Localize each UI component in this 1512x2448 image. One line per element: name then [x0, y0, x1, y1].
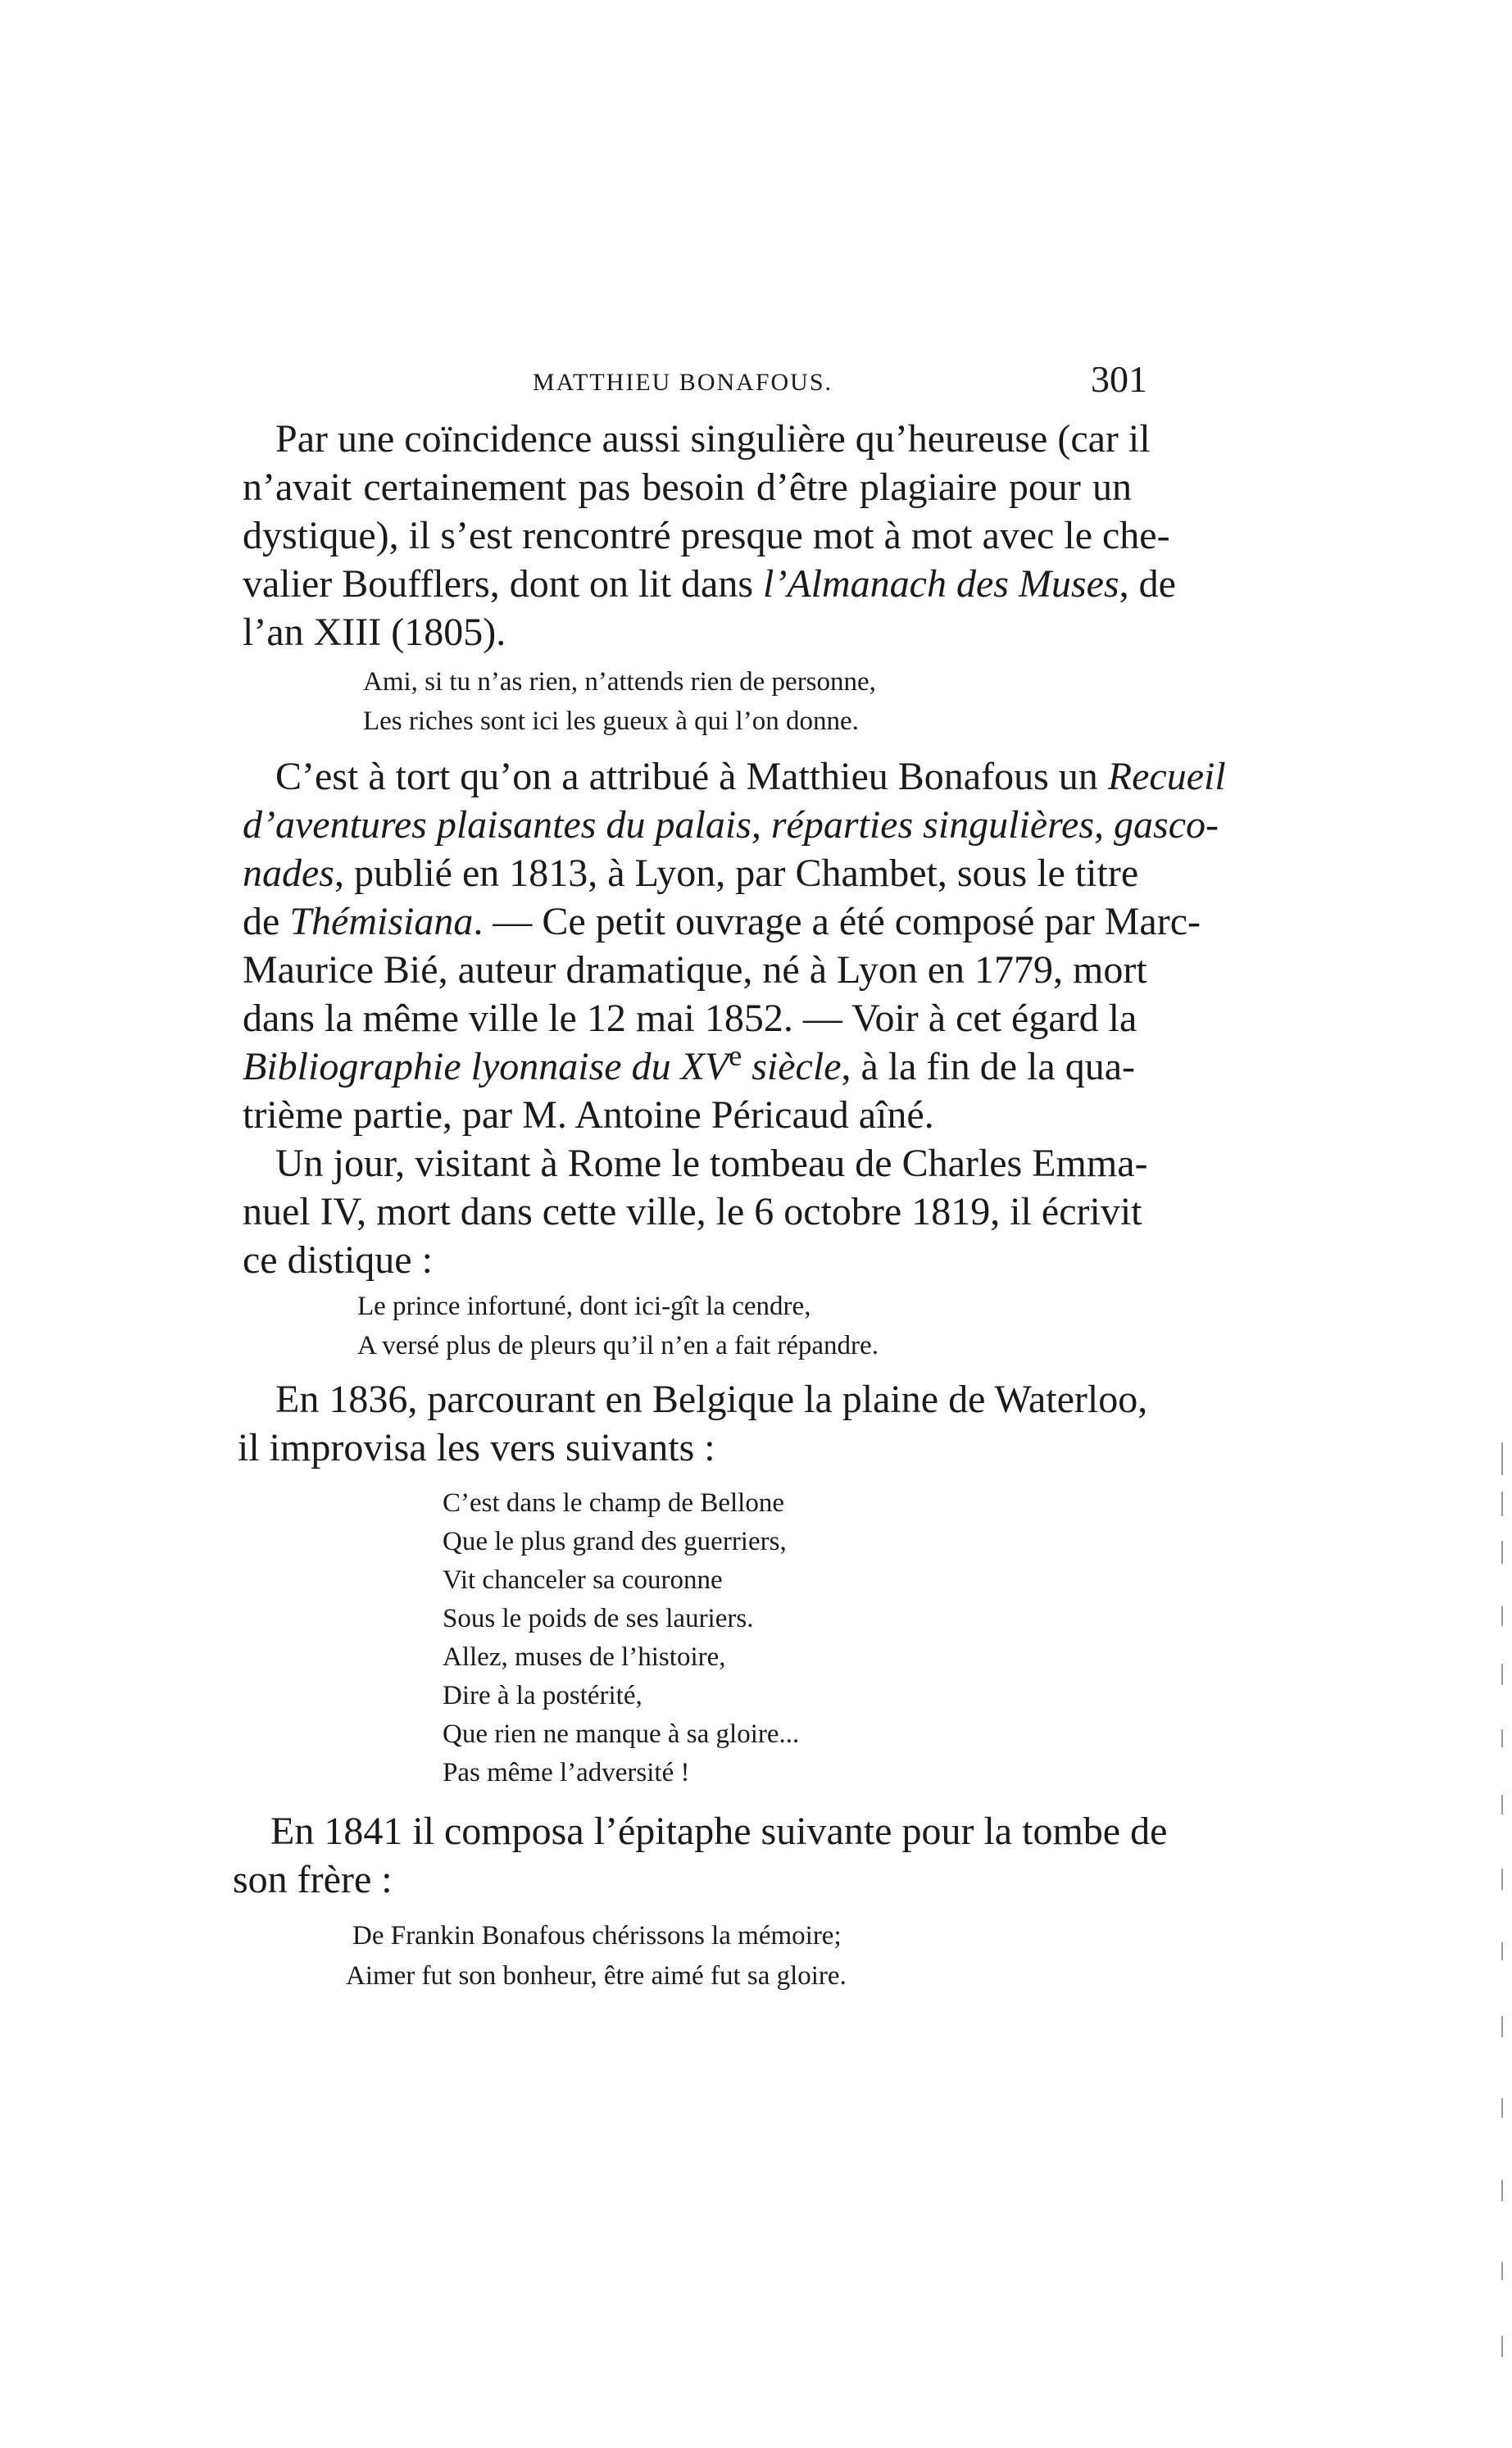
paragraph-1-line-2: n’avait certainement pas besoin d’être plagiaire pour un: [243, 466, 1132, 509]
poem-line: Vit chanceler sa couronne: [443, 1565, 723, 1595]
poem-line: C’est dans le champ de Bellone: [443, 1488, 784, 1518]
poem-line: Que le plus grand des guerriers,: [443, 1527, 787, 1556]
p2-l4-text-a: de: [243, 900, 290, 943]
paragraph-3-line-1: Un jour, visitant à Rome le tombeau de Charles Emma-: [275, 1142, 1148, 1185]
quote-2-line-1: Le prince infortuné, dont ici-gît la cendre,: [357, 1292, 811, 1321]
poem-line: Que rien ne manque à sa gloire...: [443, 1719, 800, 1749]
recueil-title: Recueil: [1107, 755, 1226, 798]
poem-line: Pas même l’adversité !: [443, 1758, 690, 1787]
paragraph-4-line-2: il improvisa les vers suivants :: [238, 1426, 715, 1469]
running-header: [533, 357, 1147, 406]
quote-2-line-2: A versé plus de pleurs qu’il n’en a fait répandre.: [357, 1331, 879, 1360]
poem-line: Sous le poids de ses lauriers.: [443, 1604, 754, 1633]
almanach-title: l’Almanach des Muses: [763, 562, 1119, 606]
paragraph-1-line-1: Par une coïncidence aussi singulière qu’heureuse (car il: [275, 417, 1151, 461]
bibliographie-title: Bibliographie lyonnaise du XV: [243, 1045, 729, 1088]
poem-line: Dire à la postérité,: [443, 1681, 642, 1710]
paragraph-5-line-2: son frère :: [233, 1858, 393, 1901]
p2-l4-text-b: . — Ce petit ouvrage a été composé par Marc-: [473, 900, 1201, 943]
paragraph-5-line-1: En 1841 il composa l’épitaphe suivante pour la tombe de: [270, 1810, 1168, 1853]
p1-l4-text-a: valier Boufflers, dont on lit dans: [243, 562, 764, 606]
century-superscript: e: [729, 1039, 742, 1072]
page-number: 301: [1091, 358, 1147, 400]
paragraph-1-line-5: l’an XIII (1805).: [243, 611, 506, 654]
running-title: MATTHIEU BONAFOUS.: [533, 369, 833, 396]
p2-l3-italic: nades: [243, 852, 334, 895]
paragraph-1-line-3: dystique), il s’est rencontré presque mot à mot avec le che-: [243, 514, 1170, 557]
paragraph-2-line-3: [243, 851, 1139, 897]
paragraph-3-line-3: ce distique :: [243, 1238, 433, 1282]
paragraph-4-line-1: En 1836, parcourant en Belgique la plaine de Waterloo,: [275, 1378, 1148, 1421]
bibliographie-siecle: siècle: [742, 1045, 842, 1088]
quote-1-line-2: Les riches sont ici les gueux à qui l’on donne.: [363, 706, 859, 736]
p2-l7-text: , à la fin de la qua-: [841, 1045, 1135, 1088]
paragraph-1-line-4: [243, 561, 1176, 607]
paragraph-3-line-2: nuel IV, mort dans cette ville, le 6 octobre 1819, il écrivit: [243, 1190, 1142, 1233]
p2-l1-text: C’est à tort qu’on a attribué à Matthieu Bonafous un: [275, 755, 1108, 798]
epitaph-line-2: Aimer fut son bonheur, être aimé fut sa gloire.: [346, 1961, 847, 1991]
paragraph-2-line-7: [243, 1039, 1135, 1090]
epitaph-line-1: De Frankin Bonafous chérissons la mémoire;: [352, 1921, 842, 1951]
paragraph-2-line-5: Maurice Bié, auteur dramatique, né à Lyon en 1779, mort: [243, 948, 1147, 992]
quote-1-line-1: Ami, si tu n’as rien, n’attends rien de personne,: [363, 667, 876, 697]
p2-l3-text: , publié en 1813, à Lyon, par Chambet, sous le titre: [334, 852, 1139, 895]
paragraph-2-line-6: dans la même ville le 12 mai 1852. — Voir à cet égard la: [243, 997, 1137, 1040]
poem-line: Allez, muses de l’histoire,: [443, 1642, 726, 1672]
p1-l4-text-b: , de: [1119, 562, 1176, 606]
paragraph-2-line-2: d’aventures plaisantes du palais, réparties singulières, gasco-: [243, 803, 1219, 847]
paragraph-2-line-1: [275, 754, 1226, 800]
themisiana-title: Thémisiana: [289, 900, 474, 943]
paragraph-2-line-8: trième partie, par M. Antoine Péricaud aîné.: [243, 1093, 934, 1137]
paragraph-2-line-4: [243, 899, 1201, 945]
